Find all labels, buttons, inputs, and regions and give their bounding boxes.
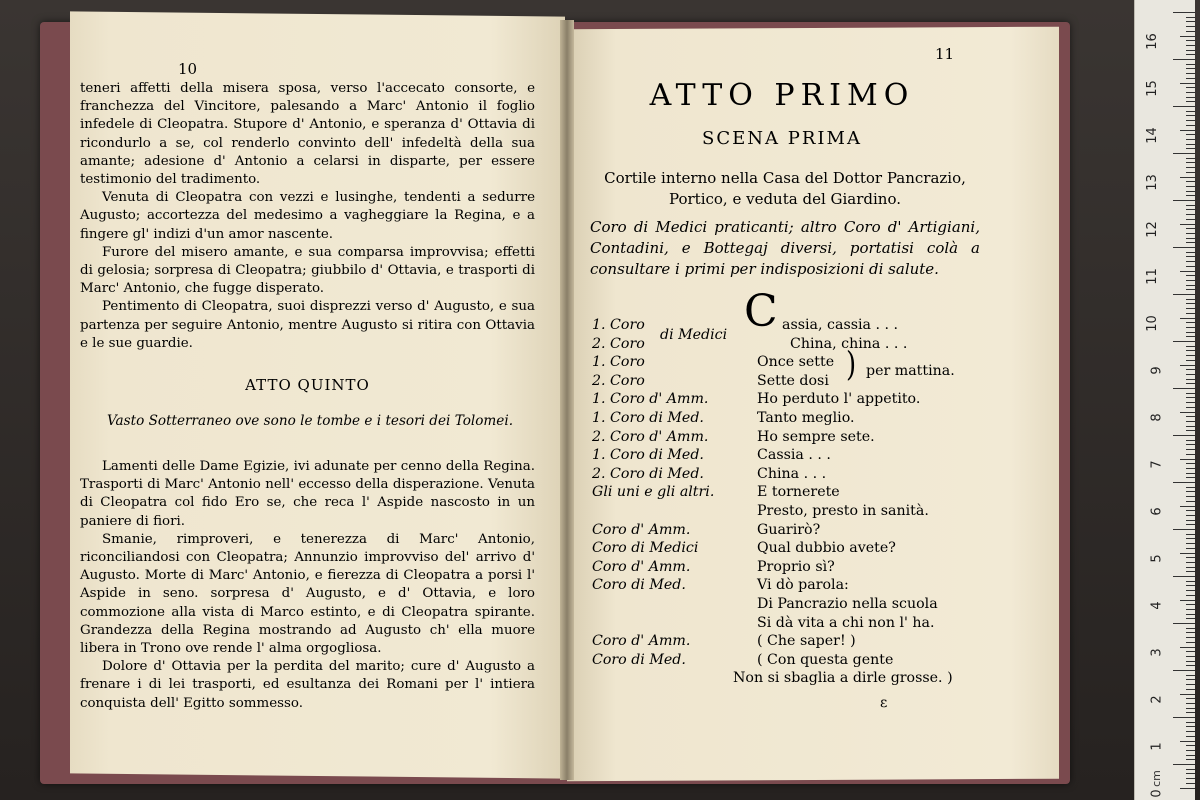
ruler-tick — [1186, 402, 1195, 403]
dialogue-line: Presto, presto in sanità. — [757, 503, 929, 519]
dialogue-speaker: Coro di Med. — [592, 577, 686, 594]
ruler-tick — [1180, 553, 1195, 554]
ruler-tick — [1186, 360, 1195, 361]
setting-line: Cortile interno nella Casa del Dottor Pancrazio, — [604, 169, 966, 187]
ruler-tick — [1173, 247, 1195, 248]
dialogue-line: China . . . — [757, 465, 827, 482]
ruler-tick — [1186, 285, 1195, 286]
ruler-tick — [1186, 252, 1195, 253]
dialogue-line: E tornerete — [757, 484, 840, 501]
dialogue-speaker: 1. Coro — [592, 317, 645, 333]
ruler-tick — [1186, 557, 1195, 558]
ruler-number: 15 — [1145, 80, 1161, 97]
ruler-tick — [1186, 158, 1195, 159]
ruler-tick — [1186, 750, 1195, 751]
ruler-number: 8 — [1149, 413, 1165, 422]
ruler-number: 12 — [1145, 221, 1161, 238]
ruler-tick — [1186, 468, 1195, 469]
ruler-tick — [1186, 350, 1195, 351]
ruler-tick — [1186, 31, 1195, 32]
paragraph: Dolore d' Ottavia per la perdita del marito; cure d' Augusto a frenare i di lei trasporti, ed esultanza dei Romani per l' intiera conquista dell' Egitto sommesso. — [80, 659, 535, 711]
ruler-number: 13 — [1145, 174, 1161, 191]
dialogue-line: ( Che saper! ) — [757, 633, 856, 650]
right-page-number: 11 — [935, 45, 955, 63]
dialogue-speaker: 1. Coro — [592, 354, 645, 371]
ruler-tick — [1186, 689, 1195, 690]
ruler-tick — [1186, 111, 1195, 112]
ruler-tick — [1186, 167, 1195, 168]
brace-mark: ) — [846, 345, 857, 385]
ruler-tick — [1186, 421, 1195, 422]
ruler-tick — [1180, 318, 1195, 319]
ruler-tick — [1180, 36, 1195, 37]
ruler-tick — [1186, 510, 1195, 511]
dialogue-line: Proprio sì? — [757, 558, 835, 575]
ruler-tick — [1180, 365, 1195, 366]
ruler-tick — [1186, 228, 1195, 229]
ruler-tick — [1186, 684, 1195, 685]
ruler-tick — [1186, 275, 1195, 276]
ruler-tick — [1180, 224, 1195, 225]
ruler-tick — [1186, 501, 1195, 502]
catchword: ε — [880, 695, 888, 711]
ruler-tick — [1180, 459, 1195, 460]
ruler-tick — [1186, 426, 1195, 427]
dialogue-speaker: 1. Coro di Med. — [592, 410, 704, 426]
dialogue-line: Si dà vita a chi non l' ha. — [757, 614, 935, 631]
dialogue-speaker: Coro d' Amm. — [592, 558, 691, 575]
ruler-tick — [1186, 454, 1195, 455]
ruler-number: 14 — [1145, 127, 1161, 144]
ruler-tick — [1186, 313, 1195, 314]
ruler-tick — [1173, 106, 1195, 107]
dialogue-line: Cassia . . . — [757, 447, 831, 464]
ruler-tick — [1186, 134, 1195, 135]
ruler-tick — [1186, 515, 1195, 516]
ruler-tick — [1186, 369, 1195, 370]
dialogue-speaker: Coro d' Amm. — [592, 633, 691, 650]
ruler-tick — [1186, 416, 1195, 417]
left-page-number: 10 — [178, 60, 198, 78]
ruler-tick — [1186, 209, 1195, 210]
dialogue-line: Sette dosi — [757, 372, 829, 389]
dialogue-speaker: 2. Coro — [592, 335, 645, 352]
dialogue-speaker: 1. Coro di Med. — [592, 447, 704, 464]
ruler-tick — [1186, 120, 1195, 121]
ruler-tick — [1186, 233, 1195, 234]
ruler-tick — [1173, 200, 1195, 201]
ruler-tick — [1173, 59, 1195, 60]
ruler-tick — [1186, 393, 1195, 394]
dialogue-speaker: Coro d' Amm. — [592, 521, 691, 538]
ruler-tick — [1180, 130, 1195, 131]
ruler-tick — [1186, 101, 1195, 102]
ruler-tick — [1186, 50, 1195, 51]
ruler-tick — [1173, 529, 1195, 530]
ruler-tick — [1186, 661, 1195, 662]
ruler-number: 11 — [1145, 268, 1161, 285]
ruler-tick — [1186, 651, 1195, 652]
dialogue-speaker: Coro di Med. — [592, 651, 686, 668]
ruler-tick — [1180, 694, 1195, 695]
ruler-tick — [1186, 726, 1195, 727]
book-gutter — [560, 20, 574, 780]
ruler-tick — [1186, 449, 1195, 450]
dialogue-speaker: Coro di Medici — [592, 540, 699, 557]
dialogue-speaker: 1. Coro d' Amm. — [592, 391, 709, 408]
ruler-tick — [1186, 162, 1195, 163]
ruler-number: 2 — [1149, 695, 1165, 704]
ruler-tick — [1180, 788, 1195, 789]
ruler-tick — [1186, 665, 1195, 666]
ruler-tick — [1173, 576, 1195, 577]
ruler-number: 1 — [1149, 742, 1165, 751]
ruler-tick — [1186, 628, 1195, 629]
ruler-tick — [1186, 548, 1195, 549]
ruler-tick — [1186, 745, 1195, 746]
chorus-stage-direction: Coro di Medici praticanti; altro Coro d' Artigiani, Contadini, e Bottegaj diversi, portatisi colà a consultare i primi per indisposizioni di salute. — [590, 218, 980, 278]
ruler-tick — [1186, 26, 1195, 27]
ruler-tick — [1173, 670, 1195, 671]
ruler-tick — [1186, 609, 1195, 610]
ruler-tick — [1186, 430, 1195, 431]
ruler-number: 10 — [1145, 315, 1161, 332]
ruler-tick — [1186, 632, 1195, 633]
ruler-tick — [1180, 177, 1195, 178]
ruler-tick — [1186, 87, 1195, 88]
ruler-tick — [1186, 73, 1195, 74]
dialogue-line: Non si sbaglia a dirle grosse. ) — [733, 670, 953, 687]
ruler-tick — [1186, 68, 1195, 69]
ruler-tick — [1186, 144, 1195, 145]
dialogue-line: China, china . . . — [790, 335, 908, 352]
brace-label-medici: di Medici — [660, 327, 728, 343]
left-top-text — [80, 80, 535, 353]
ruler-tick — [1186, 562, 1195, 563]
ruler-tick — [1186, 92, 1195, 93]
ruler-tick — [1186, 491, 1195, 492]
ruler-tick — [1186, 303, 1195, 304]
ruler-tick — [1186, 571, 1195, 572]
act-five-heading: ATTO QUINTO — [245, 376, 370, 394]
ruler-tick — [1180, 600, 1195, 601]
ruler-number: 16 — [1145, 33, 1161, 50]
ruler-tick — [1173, 153, 1195, 154]
ruler-tick — [1186, 731, 1195, 732]
drop-cap: C — [744, 286, 778, 337]
ruler-tick — [1186, 97, 1195, 98]
ruler-tick — [1180, 647, 1195, 648]
ruler-tick — [1186, 543, 1195, 544]
ruler-tick — [1186, 289, 1195, 290]
ruler-unit: cm — [1150, 770, 1164, 787]
ruler-tick — [1186, 336, 1195, 337]
ruler-tick — [1186, 219, 1195, 220]
ruler-tick — [1173, 435, 1195, 436]
ruler-tick — [1186, 280, 1195, 281]
ruler-tick — [1186, 538, 1195, 539]
ruler-tick — [1186, 238, 1195, 239]
ruler-tick — [1186, 242, 1195, 243]
ruler-tick — [1186, 614, 1195, 615]
ruler-tick — [1186, 78, 1195, 79]
ruler-tick — [1186, 722, 1195, 723]
ruler-tick — [1186, 712, 1195, 713]
ruler-tick — [1186, 407, 1195, 408]
ruler-tick — [1186, 524, 1195, 525]
ruler-tick — [1173, 294, 1195, 295]
ruler-tick — [1186, 322, 1195, 323]
ruler-tick — [1180, 412, 1195, 413]
ruler-tick — [1173, 341, 1195, 342]
ruler-tick — [1186, 40, 1195, 41]
ruler-tick — [1186, 642, 1195, 643]
ruler-tick — [1186, 769, 1195, 770]
ruler-tick — [1186, 755, 1195, 756]
act-five-scene-heading: Vasto Sotterraneo ove sono le tombe e i tesori dei Tolomei. — [106, 413, 514, 429]
ruler-tick — [1186, 379, 1195, 380]
scene-setting — [590, 168, 980, 210]
ruler-number: 4 — [1149, 601, 1165, 610]
dialogue-speaker: 2. Coro — [592, 372, 645, 389]
ruler-tick — [1186, 148, 1195, 149]
ruler-tick — [1186, 783, 1195, 784]
ruler-tick — [1186, 115, 1195, 116]
ruler-tick — [1186, 181, 1195, 182]
ruler-number: 5 — [1149, 554, 1165, 563]
ruler-tick — [1186, 355, 1195, 356]
brace-label-mattina: per mattina. — [866, 363, 955, 379]
ruler-number: 7 — [1149, 460, 1165, 469]
ruler-tick — [1173, 623, 1195, 624]
ruler-tick — [1186, 637, 1195, 638]
ruler-tick — [1186, 308, 1195, 309]
ruler-tick — [1186, 383, 1195, 384]
ruler-tick — [1186, 585, 1195, 586]
ruler-tick — [1180, 83, 1195, 84]
ruler-tick — [1173, 717, 1195, 718]
dialogue-line: Guarirò? — [757, 521, 821, 538]
ruler-tick — [1186, 698, 1195, 699]
ruler-tick — [1186, 487, 1195, 488]
ruler-tick — [1186, 736, 1195, 737]
ruler-tick — [1186, 45, 1195, 46]
ruler-tick — [1186, 186, 1195, 187]
ruler-tick — [1186, 17, 1195, 18]
paragraph: teneri affetti della misera sposa, verso l'accecato consorte, e franchezza del Vincitore, palesando a Marc' Antonio il foglio infedele di Cleopatra. Stupore d' Antonio, e speranza d' Ottavia di ricondurlo a se, col renderlo convinto dell' infedeltà della sua amante; adesione d' Antonio a celarsi in disparte, per essere testimonio del tradimento. — [80, 81, 535, 188]
ruler-tick — [1186, 191, 1195, 192]
ruler-tick — [1173, 482, 1195, 483]
ruler-tick — [1186, 397, 1195, 398]
ruler-tick — [1173, 388, 1195, 389]
ruler-tick — [1180, 271, 1195, 272]
ruler-tick — [1186, 125, 1195, 126]
ruler-tick — [1173, 12, 1195, 13]
ruler-tick — [1186, 299, 1195, 300]
ruler-tick — [1186, 520, 1195, 521]
ruler-tick — [1186, 463, 1195, 464]
dialogue-line: Qual dubbio avete? — [757, 540, 896, 557]
ruler-tick — [1186, 534, 1195, 535]
ruler-number: 9 — [1149, 366, 1165, 375]
ruler-tick — [1186, 675, 1195, 676]
ruler-tick — [1186, 604, 1195, 605]
ruler-number: 6 — [1149, 507, 1165, 516]
ruler-tick — [1186, 332, 1195, 333]
ruler-tick — [1186, 708, 1195, 709]
ruler-tick — [1186, 172, 1195, 173]
dialogue-line: Ho perduto l' appetito. — [757, 391, 921, 408]
dialogue-speaker: Gli uni e gli altri. — [592, 484, 715, 501]
paragraph: Furore del misero amante, e sua comparsa improvvisa; effetti di gelosia; sorpresa di Cleopatra; giubbilo d' Ottavia, e trasporti di Marc' Antonio, che fugge disperato. — [80, 244, 535, 297]
dialogue-line: Vi dò parola: — [757, 577, 849, 594]
ruler-tick — [1186, 64, 1195, 65]
ruler-tick — [1186, 496, 1195, 497]
measuring-ruler — [1134, 0, 1195, 800]
ruler-tick — [1186, 21, 1195, 22]
ruler-tick — [1186, 581, 1195, 582]
ruler-tick — [1186, 195, 1195, 196]
ruler-tick — [1186, 139, 1195, 140]
ruler-tick — [1186, 778, 1195, 779]
ruler-tick — [1186, 346, 1195, 347]
paragraph: Pentimento di Cleopatra, suoi disprezzi verso d' Augusto, e sua partenza per seguire Antonio, mentre Augusto si ritira con Ottavia e le sue guardie. — [80, 299, 535, 351]
dialogue-line: ( Con questa gente — [757, 651, 894, 668]
ruler-tick — [1186, 590, 1195, 591]
dialogue-line: Ho sempre sete. — [757, 428, 875, 445]
ruler-tick — [1186, 205, 1195, 206]
ruler-tick — [1186, 261, 1195, 262]
ruler-tick — [1186, 618, 1195, 619]
ruler-tick — [1186, 477, 1195, 478]
ruler-tick — [1180, 741, 1195, 742]
ruler-tick — [1186, 656, 1195, 657]
ruler-tick — [1186, 54, 1195, 55]
ruler-tick — [1186, 759, 1195, 760]
ruler-tick — [1186, 473, 1195, 474]
ruler-tick — [1186, 256, 1195, 257]
ruler-tick — [1186, 440, 1195, 441]
act-one-title: ATTO PRIMO — [649, 78, 915, 113]
dialogue-line: Tanto meglio. — [757, 410, 855, 426]
left-bottom-text — [80, 458, 535, 713]
ruler-tick — [1186, 266, 1195, 267]
ruler-tick — [1180, 506, 1195, 507]
ruler-number: 3 — [1149, 648, 1165, 657]
ruler-tick — [1173, 764, 1195, 765]
paragraph: Smanie, rimproveri, e tenerezza di Marc' Antonio, riconciliandosi con Cleopatra; Annunzio improvviso del' arrivo d' Augusto. Morte di Marc' Antonio, e fierezza di Cleopatra a porsi l' Aspide in seno. sorpresa d' Augusto, e d' Ottavia, e loro commozione alla vista di Marco estinto, e di Cleopatra spirante. Grandezza della Regina mostrando ad Augusto ch' ella muore libera in Trono ove rende l' alma orgogliosa. — [80, 531, 535, 657]
ruler-tick — [1186, 327, 1195, 328]
dialogue-line: Once sette — [757, 354, 835, 371]
ruler-tick — [1186, 374, 1195, 375]
ruler-tick — [1186, 773, 1195, 774]
paragraph: Venuta di Cleopatra con vezzi e lusinghe, tendenti a sedurre Augusto; accortezza del medesimo a vagheggiare la Regina, e a fingere gl' indizi d'un amor nascente. — [80, 190, 535, 242]
scene-one-title: SCENA PRIMA — [702, 128, 862, 149]
ruler-tick — [1186, 214, 1195, 215]
ruler-tick — [1186, 567, 1195, 568]
ruler-tick — [1186, 703, 1195, 704]
dialogue-speaker: 2. Coro di Med. — [592, 465, 704, 482]
dialogue-speaker: 2. Coro d' Amm. — [592, 428, 709, 445]
dialogue-line: assia, cassia . . . — [782, 317, 899, 333]
dialogue-line: Di Pancrazio nella scuola — [757, 596, 938, 612]
paragraph: Lamenti delle Dame Egizie, ivi adunate per cenno della Regina. Trasporti di Marc' Antonio nell' eccesso della disperazione. Venuta di Cleopatra col fido Ero se, che reca l' Aspide nascosto in un paniere di fiori. — [80, 459, 535, 529]
ruler-tick — [1186, 679, 1195, 680]
ruler-number: 0 — [1149, 789, 1165, 798]
ruler-tick — [1186, 444, 1195, 445]
setting-line: Portico, e veduta del Giardino. — [668, 190, 901, 208]
ruler-tick — [1186, 595, 1195, 596]
